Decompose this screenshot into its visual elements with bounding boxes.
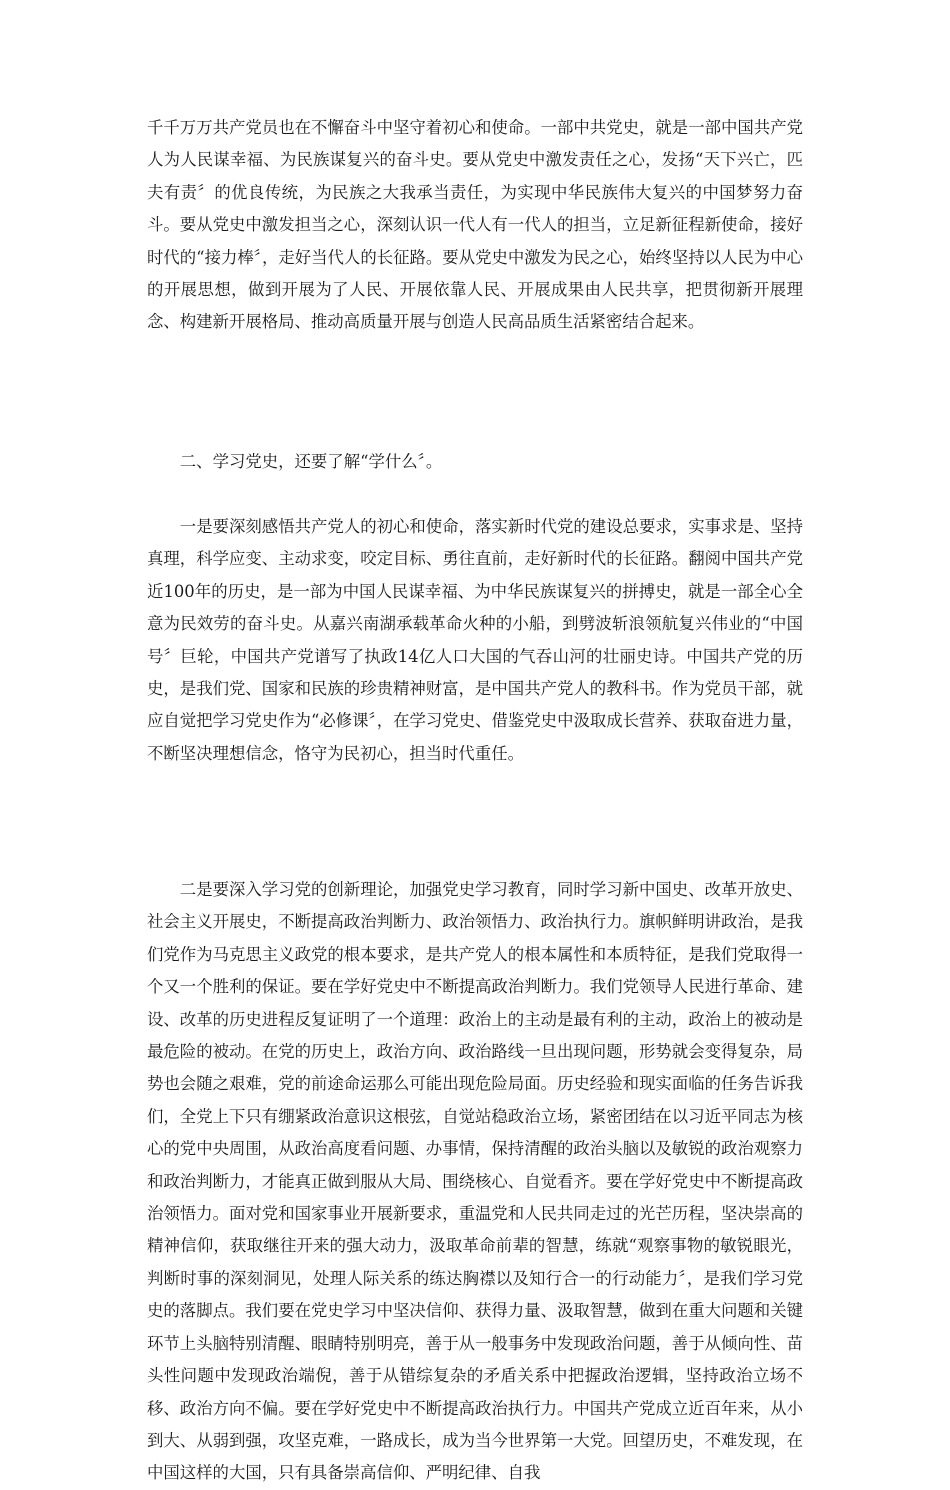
paragraph-point-two: 二是要深入学习党的创新理论，加强党史学习教育，同时学习新中国史、改革开放史、社会主义开展史，不断提高政治判断力、政治领悟力、政治执行力。旗帜鲜明讲政治，是我们党作为马克思主义政党的根本要求，是共产党人的根本属性和本质特征，是我们党取得一个又一个胜利的保证。要在学好党史中不断提高政治判断力。我们党领导人民进行革命、建设、改革的历史进程反复证明了一个道理：政治上的主动是最有利的主动，政治上的被动是最危险的被动。在党的历史上，政治方向、政治路线一旦出现问题，形势就会变得复杂，局势也会随之艰难，党的前途命运那么可能出现危险局面。历史经验和现实面临的任务告诉我们，全党上下只有绷紧政治意识这根弦，自觉站稳政治立场，紧密团结在以习近平同志为核心的党中央周围，从政治高度看问题、办事情，保持清醒的政治头脑以及敏锐的政治观察力和政治判断力，才能真正做到服从大局、围绕核心、自觉看齐。要在学好党史中不断提高政治领悟力。面对党和国家事业开展新要求，重温党和人民共同走过的光芒历程，坚决崇高的精神信仰，获取继往开来的强大动力，汲取革命前辈的智慧，练就“观察事物的敏锐眼光，判断时事的深刻洞见，处理人际关系的练达胸襟以及知行合一的行动能力〞，是我们学习党史的落脚点。我们要在党史学习中坚决信仰、获得力量、汲取智慧，做到在重大问题和关键环节上头脑特别清醒、眼睛特别明亮，善于从一般事务中发现政治问题，善于从倾向性、苗头性问题中发现政治端倪，善于从错综复杂的矛盾关系中把握政治逻辑，坚持政治立场不移、政治方向不偏。要在学好党史中不断提高政治执行力。中国共产党成立近百年来，从小到大、从弱到强，攻坚克难，一路成长，成为当今世界第一大党。回望历史，不难发现，在中国这样的大国，只有具备崇高信仰、严明纪律、自我 [147,880,803,1483]
section-heading: 二、学习党史，还要了解“学什么〞。 [179,452,443,471]
paragraph-point-one: 一是要深刻感悟共产党人的初心和使命，落实新时代党的建设总要求，实事求是、坚持真理，科学应变、主动求变，咬定目标、勇往直前，走好新时代的长征路。翻阅中国共产党近100年的历史，是一部为中国人民谋幸福、为中华民族谋复兴的拼搏史，就是一部全心全意为民效劳的奋斗史。从嘉兴南湖承载革命火种的小船，到劈波斩浪领航复兴伟业的“中国号〞巨轮，中国共产党谱写了执政14亿人口大国的气吞山河的壮丽史诗。中国共产党的历史，是我们党、国家和民族的珍贵精神财富，是中国共产党人的教科书。作为党员干部，就应自觉把学习党史作为“必修课〞，在学习党史、借鉴党史中汲取成长营养、获取奋进力量，不断坚决理想信念，恪守为民初心，担当时代重任。 [147,517,803,763]
paragraph-continuation: 千千万万共产党员也在不懈奋斗中坚守着初心和使命。一部中共党史，就是一部中国共产党人为人民谋幸福、为民族谋复兴的奋斗史。要从党史中激发责任之心，发扬“天下兴亡，匹夫有责〞的优良传统，为民族之大我承当责任，为实现中华民族伟大复兴的中国梦努力奋斗。要从党史中激发担当之心，深刻认识一代人有一代人的担当，立足新征程新使命，接好时代的“接力棒〞，走好当代人的长征路。要从党史中激发为民之心，始终坚持以人民为中心的开展思想，做到开展为了人民、开展依靠人民、开展成果由人民共享，把贯彻新开展理念、构建新开展格局、推动高质量开展与创造人民高品质生活紧密结合起来。 [147,118,803,332]
